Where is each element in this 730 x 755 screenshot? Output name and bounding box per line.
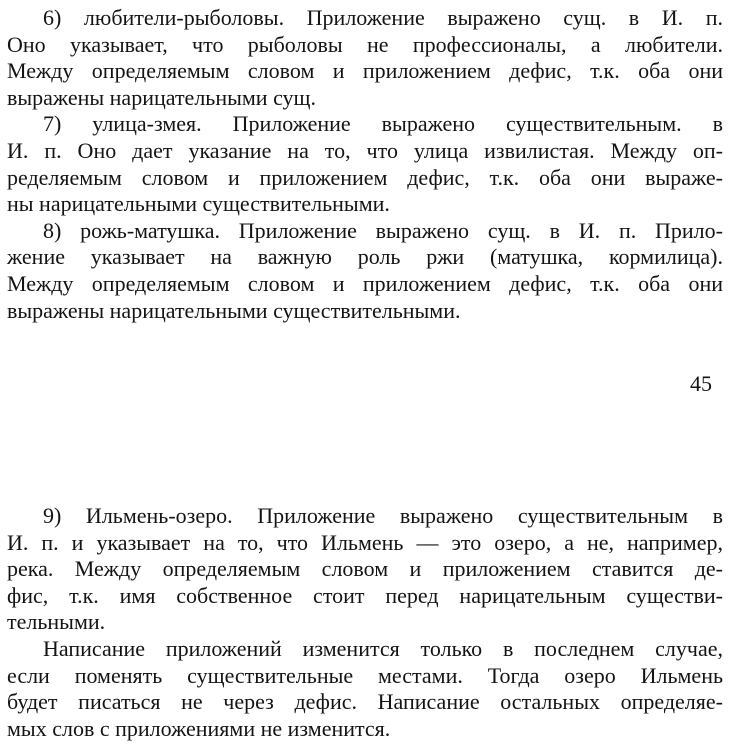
text-line: Между определяемым словом и приложением дефис, т.к. оба они <box>7 58 723 84</box>
text-line: тельными. <box>7 609 106 635</box>
text-line: Оно указывает, что рыболовы не профессионалы, а любители. <box>7 31 723 57</box>
text-line: фис, т.к. имя собственное стоит перед нарицательным существи- <box>7 582 723 608</box>
text-block-bottom <box>7 503 723 742</box>
text-line: 7) улица-змея. Приложение выражено существительным. в <box>43 111 723 137</box>
text-line: выражены нарицательными существительными. <box>7 297 461 323</box>
paragraph-conclusion <box>7 636 723 742</box>
text-line: жение указывает на важную роль ржи (матушка, кормилица). <box>7 244 723 270</box>
text-line: мых слов с приложениями не изменится. <box>7 715 391 741</box>
text-line: если поменять существительные местами. Тогда озеро Ильмень <box>7 662 723 688</box>
text-line: будет писаться не через дефис. Написание остальных определяе- <box>7 689 723 715</box>
text-line: река. Между определяемым словом и приложением ставится де- <box>7 556 723 582</box>
paragraph-item-9 <box>7 503 723 636</box>
paragraph-item-8 <box>7 218 723 324</box>
text-line: выражены нарицательными сущ. <box>7 84 316 110</box>
text-line: Написание приложений изменится только в последнем случае, <box>43 635 723 661</box>
text-line: И. п. Оно дает указание на то, что улица извилистая. Между оп- <box>7 137 723 163</box>
text-line: 9) Ильмень-озеро. Приложение выражено существительным в <box>43 503 723 528</box>
text-line: ны нарицательными существительными. <box>7 191 390 217</box>
page-number: 45 <box>690 371 712 396</box>
text-block-top <box>7 5 723 324</box>
paragraph-item-6 <box>7 5 723 111</box>
text-line: 8) рожь-матушка. Приложение выражено сущ. в И. п. Прило- <box>43 217 723 243</box>
text-line: ределяемым словом и приложением дефис, т.к. оба они выраже- <box>7 164 723 190</box>
text-line: И. п. и указывает на то, что Ильмень — это озеро, а не, например, <box>7 529 723 555</box>
text-line: Между определяемым словом и приложением дефис, т.к. оба они <box>7 270 723 296</box>
text-line: 6) любители-рыболовы. Приложение выражено сущ. в И. п. <box>43 5 723 30</box>
paragraph-item-7 <box>7 111 723 217</box>
